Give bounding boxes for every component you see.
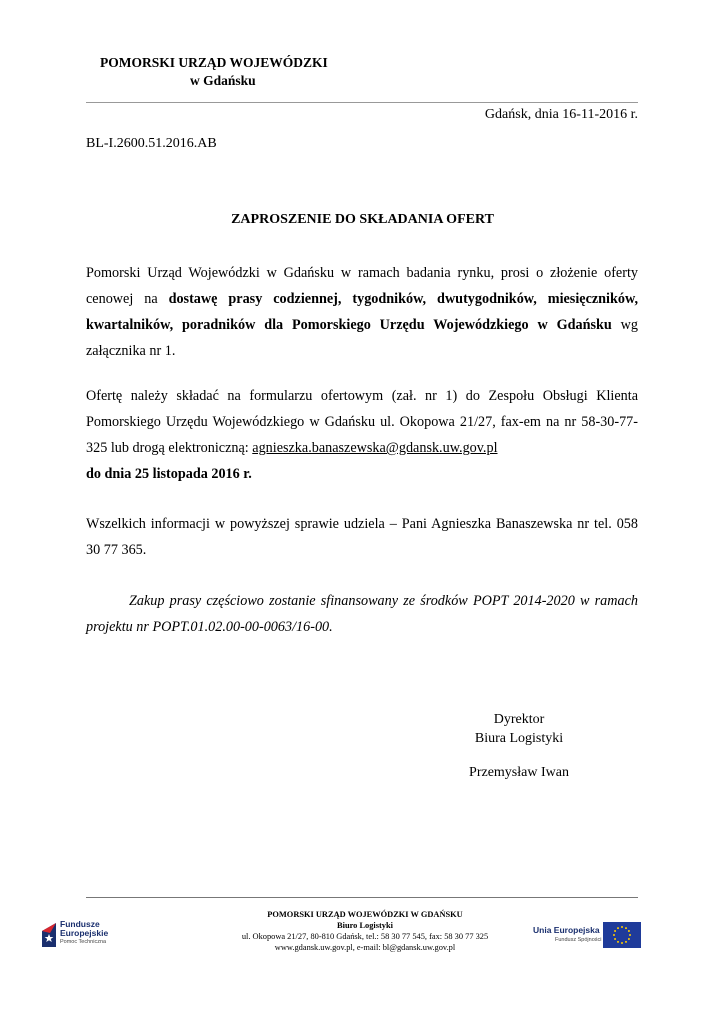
unia-europejska-logo — [533, 922, 643, 950]
paragraph-invitation-end: wg załącznika nr 1. — [86, 317, 638, 359]
footer-org: POMORSKI URZĄD WOJEWÓDZKI W GDAŃSKU — [267, 910, 463, 919]
eu-star — [613, 934, 615, 936]
fe-logo-line3: Pomoc Techniczna — [60, 939, 107, 945]
fe-logo-line2: Europejskie — [60, 928, 109, 938]
footer-address: ul. Okopowa 21/27, 80-810 Gdańsk, tel.: 58 30 77 545, fax: 58 30 77 325 — [241, 932, 489, 941]
office-name: POMORSKI URZĄD WOJEWÓDZKI — [100, 55, 328, 70]
eu-star — [617, 941, 619, 943]
eu-flag-icon — [603, 922, 641, 948]
signature-role: Dyrektor — [493, 712, 545, 727]
eu-star — [621, 926, 623, 928]
paragraph-funding: Zakup prasy częściowo zostanie sfinansowany ze środków POPT 2014-2020 w ramach projektu nr POPT.01.02.00-00-0063/16-00. — [86, 593, 638, 635]
paragraph-submission-text: Ofertę należy składać na formularzu ofertowym (zał. nr 1) do Zespołu Obsługi Klienta Pomorskiego Urzędu Wojewódzkiego w Gdańsku ul. Okopowa 21/27, fax-em na nr 58-30-77- 325 lub drogą elektroniczną: — [86, 388, 638, 456]
date-place: Gdańsk, dnia 16-11-2016 r. — [484, 107, 638, 122]
footer-divider — [86, 897, 638, 898]
eu-star — [614, 938, 616, 940]
eu-star — [625, 927, 627, 929]
paragraph-contact: Wszelkich informacji w powyższej sprawie udziela – Pani Agnieszka Banaszewska nr tel. 058 30 77 365. — [86, 516, 638, 558]
paragraph-invitation — [86, 260, 638, 364]
submission-deadline: do dnia 25 listopada 2016 r. — [86, 466, 252, 482]
paragraph-submission — [86, 383, 638, 487]
eu-star — [614, 930, 616, 932]
paragraph-invitation-intro: Pomorski Urząd Wojewódzki w Gdańsku w ramach badania rynku, prosi o złożenie oferty cenowej na — [86, 265, 638, 307]
reference-number: BL-I.2600.51.2016.AB — [86, 136, 217, 151]
signature-department: Biura Logistyki — [474, 731, 564, 746]
eu-star — [617, 927, 619, 929]
fundusze-europejskie-logo — [40, 917, 120, 951]
header-divider — [86, 102, 638, 103]
footer-web: www.gdansk.uw.gov.pl, e-mail: bl@gdansk.uw.gov.pl — [274, 943, 456, 952]
eu-star — [621, 942, 623, 944]
paragraph-invitation-subject: dostawę prasy codziennej, tygodników, dwutygodników, miesięczników, kwartalników, poradników dla Pomorskiego Urzędu Wojewódzkiego w Gdańsku — [86, 291, 638, 333]
document-title: ZAPROSZENIE DO SKŁADANIA OFERT — [231, 212, 494, 227]
footer-dept: Biuro Logistyki — [337, 921, 393, 930]
ue-logo-line2: Fundusz Spójności — [555, 937, 602, 943]
office-city: w Gdańsku — [190, 73, 256, 88]
fe-logo-line1: Fundusze — [60, 919, 100, 929]
eu-star — [625, 941, 627, 943]
ue-logo-line1: Unia Europejska — [533, 925, 600, 935]
signature-name: Przemysław Iwan — [469, 765, 569, 780]
eu-star — [628, 930, 630, 932]
eu-star — [628, 938, 630, 940]
eu-star — [629, 934, 631, 936]
email-link[interactable]: agnieszka.banaszewska@gdansk.uw.gov.pl — [252, 440, 498, 456]
fe-star-icon — [40, 917, 60, 951]
